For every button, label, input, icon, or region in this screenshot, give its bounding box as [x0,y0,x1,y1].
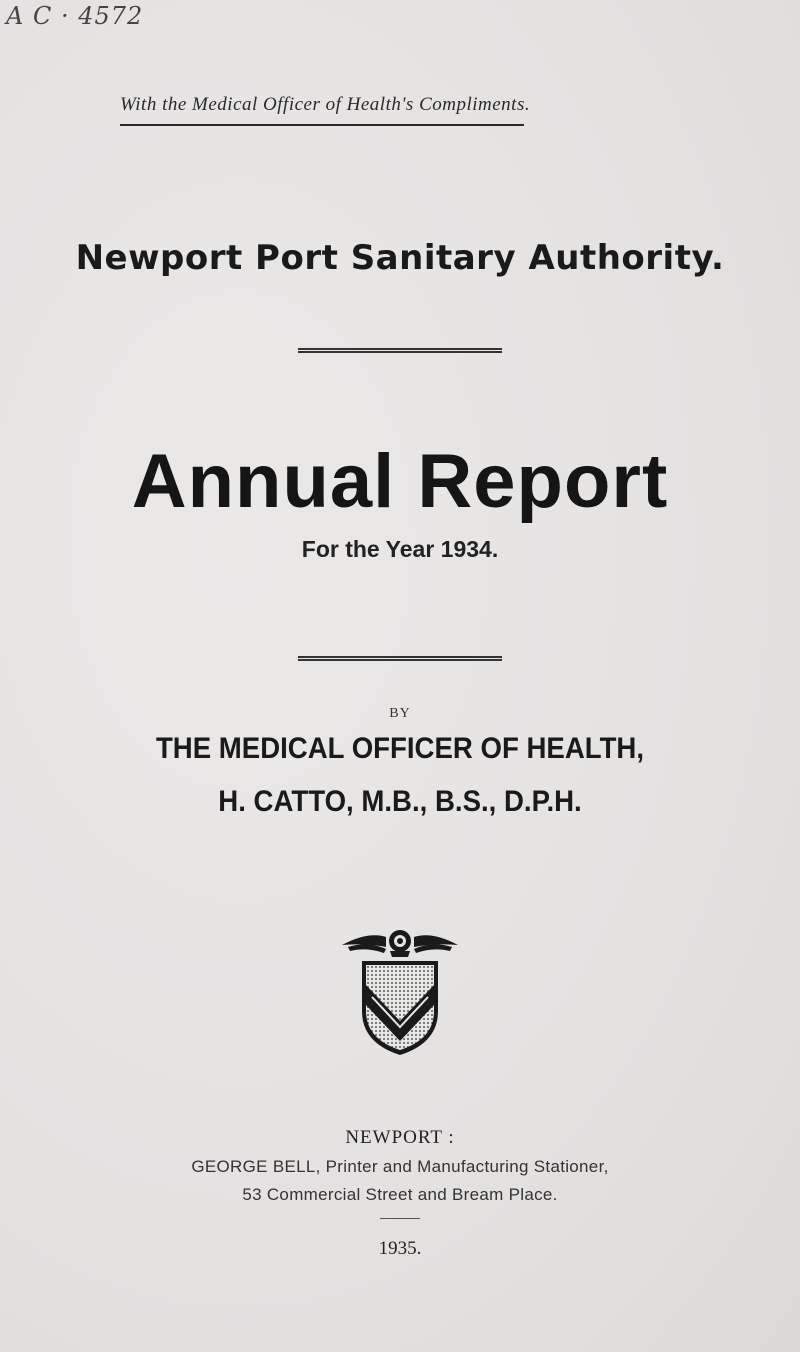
author-title: THE MEDICAL OFFICER OF HEALTH, [155,732,645,765]
compliments-line: With the Medical Officer of Health's Compliments. [120,94,531,115]
double-rule-divider [298,656,502,661]
by-label: BY [389,706,411,721]
publication-year: 1935. [378,1238,422,1259]
imprint-printer: GEORGE BELL, Printer and Manufacturing Stationer, [191,1157,609,1176]
compliments-underline [120,124,524,126]
report-year-line: For the Year 1934. [301,536,499,562]
double-rule-divider [298,348,502,353]
short-divider [380,1218,420,1219]
coat-of-arms-shield-icon [338,925,462,1057]
imprint-address: 53 Commercial Street and Bream Place. [242,1185,558,1204]
handwritten-catalogue-mark: A C · 4572 [6,2,144,30]
author-name: H. CATTO, M.B., B.S., D.P.H. [218,785,582,818]
report-title: Annual Report [131,439,669,524]
authority-title: Newport Port Sanitary Authority. [75,238,725,278]
imprint-place: NEWPORT : [345,1127,455,1148]
